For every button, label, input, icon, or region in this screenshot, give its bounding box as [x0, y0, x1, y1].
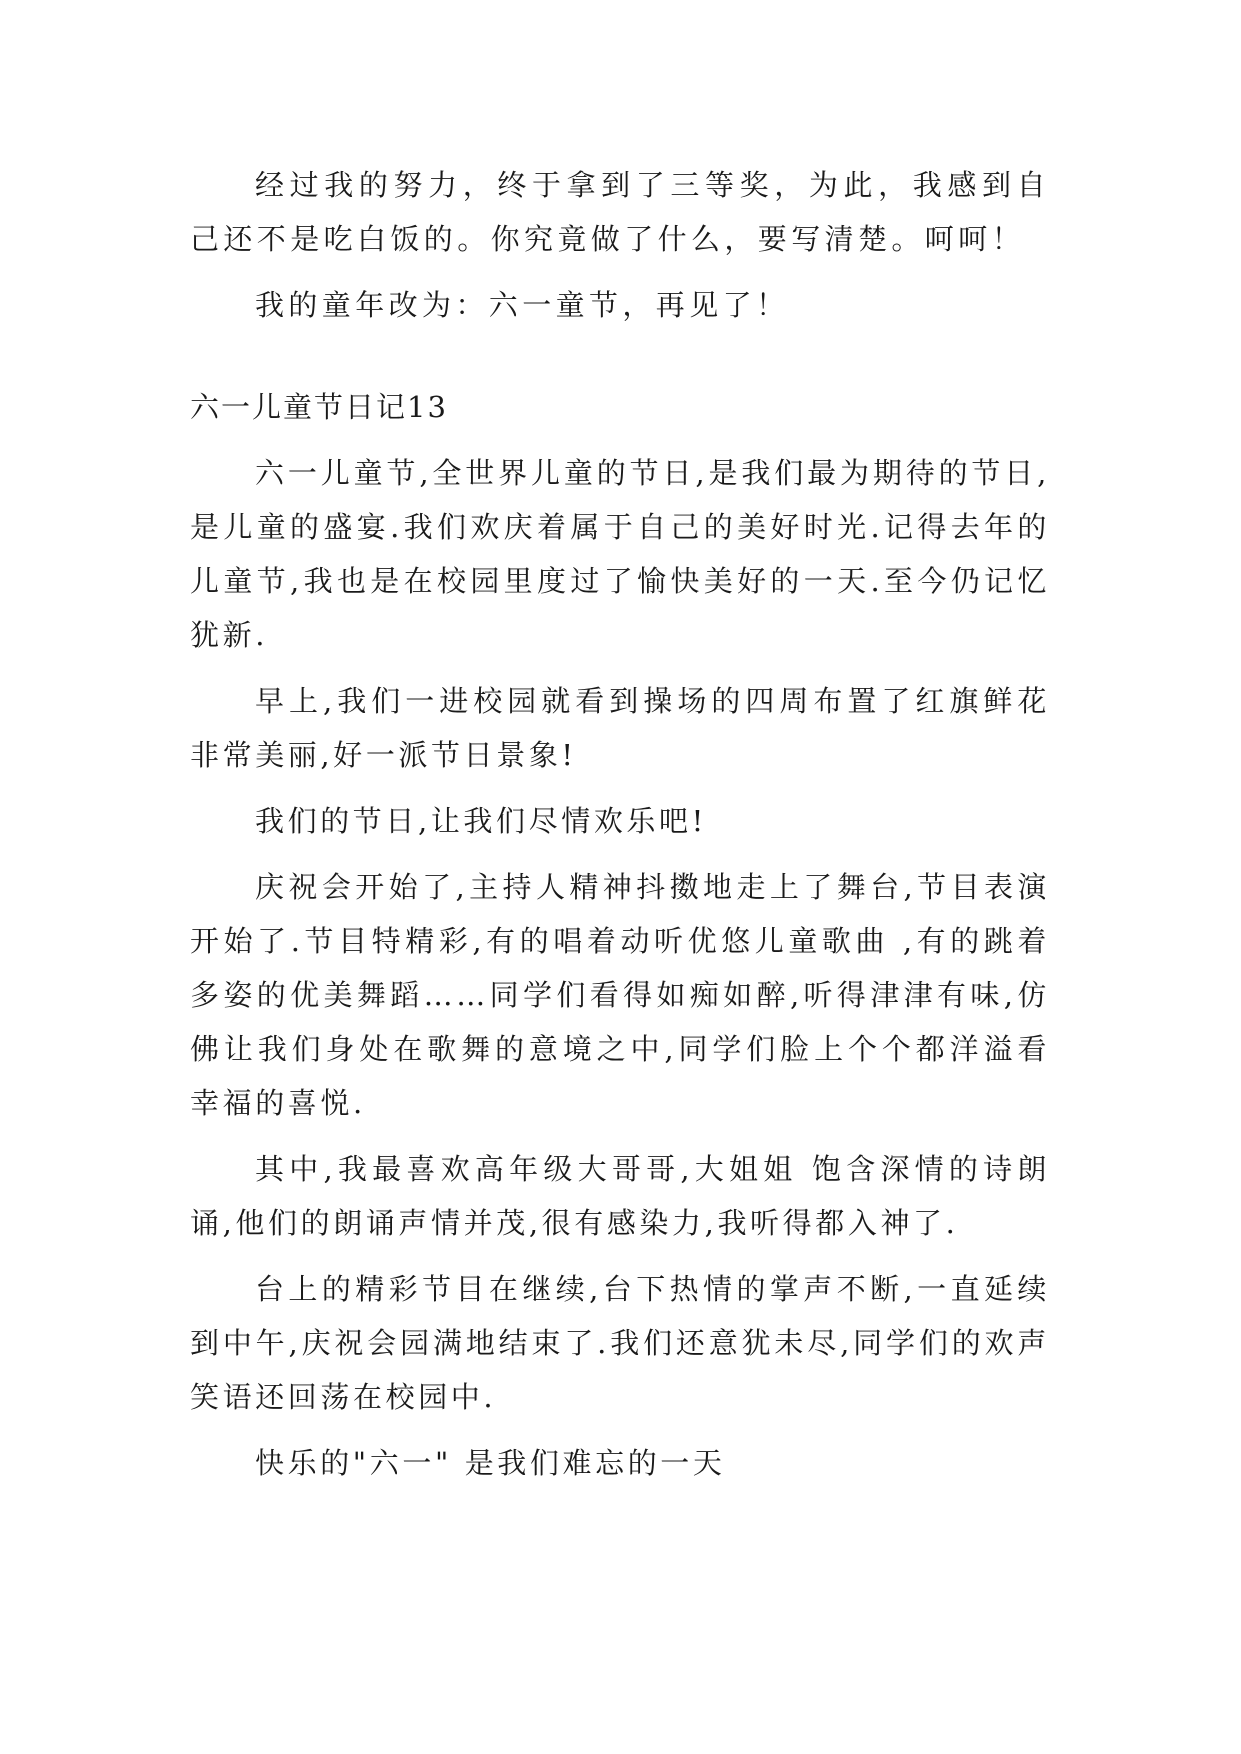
paragraph: 庆祝会开始了,主持人精神抖擞地走上了舞台,节目表演开始了.节目特精彩,有的唱着动听优悠儿童歌曲 ,有的跳着多姿的优美舞蹈……同学们看得如痴如醉,听得津津有味,仿佛让我们身处在歌舞的意境之中,同学们脸上个个都洋溢看幸福的喜悦. — [190, 870, 1050, 1120]
paragraph: 我们的节日,让我们尽情欢乐吧! — [255, 804, 707, 838]
paragraph: 经过我的努力，终于拿到了三等奖，为此，我感到自己还不是吃白饭的。你究竟做了什么，要写清楚。呵呵！ — [190, 168, 1050, 256]
paragraph: 我的童年改为：六一童节，再见了！ — [255, 288, 790, 322]
section-title: 六一儿童节日记13 — [190, 390, 448, 424]
document-body — [190, 158, 1050, 1502]
paragraph: 早上,我们一进校园就看到操场的四周布置了红旗鲜花非常美丽,好一派节日景象! — [190, 684, 1050, 772]
paragraph: 六一儿童节,全世界儿童的节日,是我们最为期待的节日, 是儿童的盛宴.我们欢庆着属于自己的美好时光.记得去年的儿童节,我也是在校园里度过了愉快美好的一天.至今仍记忆犹新. — [190, 456, 1050, 652]
paragraph: 快乐的"六一" 是我们难忘的一天 — [255, 1446, 726, 1480]
paragraph: 台上的精彩节目在继续,台下热情的掌声不断,一直延续到中午,庆祝会园满地结束了.我们还意犹未尽,同学们的欢声笑语还回荡在校园中. — [190, 1272, 1050, 1414]
paragraph: 其中,我最喜欢高年级大哥哥,大姐姐 饱含深情的诗朗诵,他们的朗诵声情并茂,很有感染力,我听得都入神了. — [190, 1152, 1050, 1240]
